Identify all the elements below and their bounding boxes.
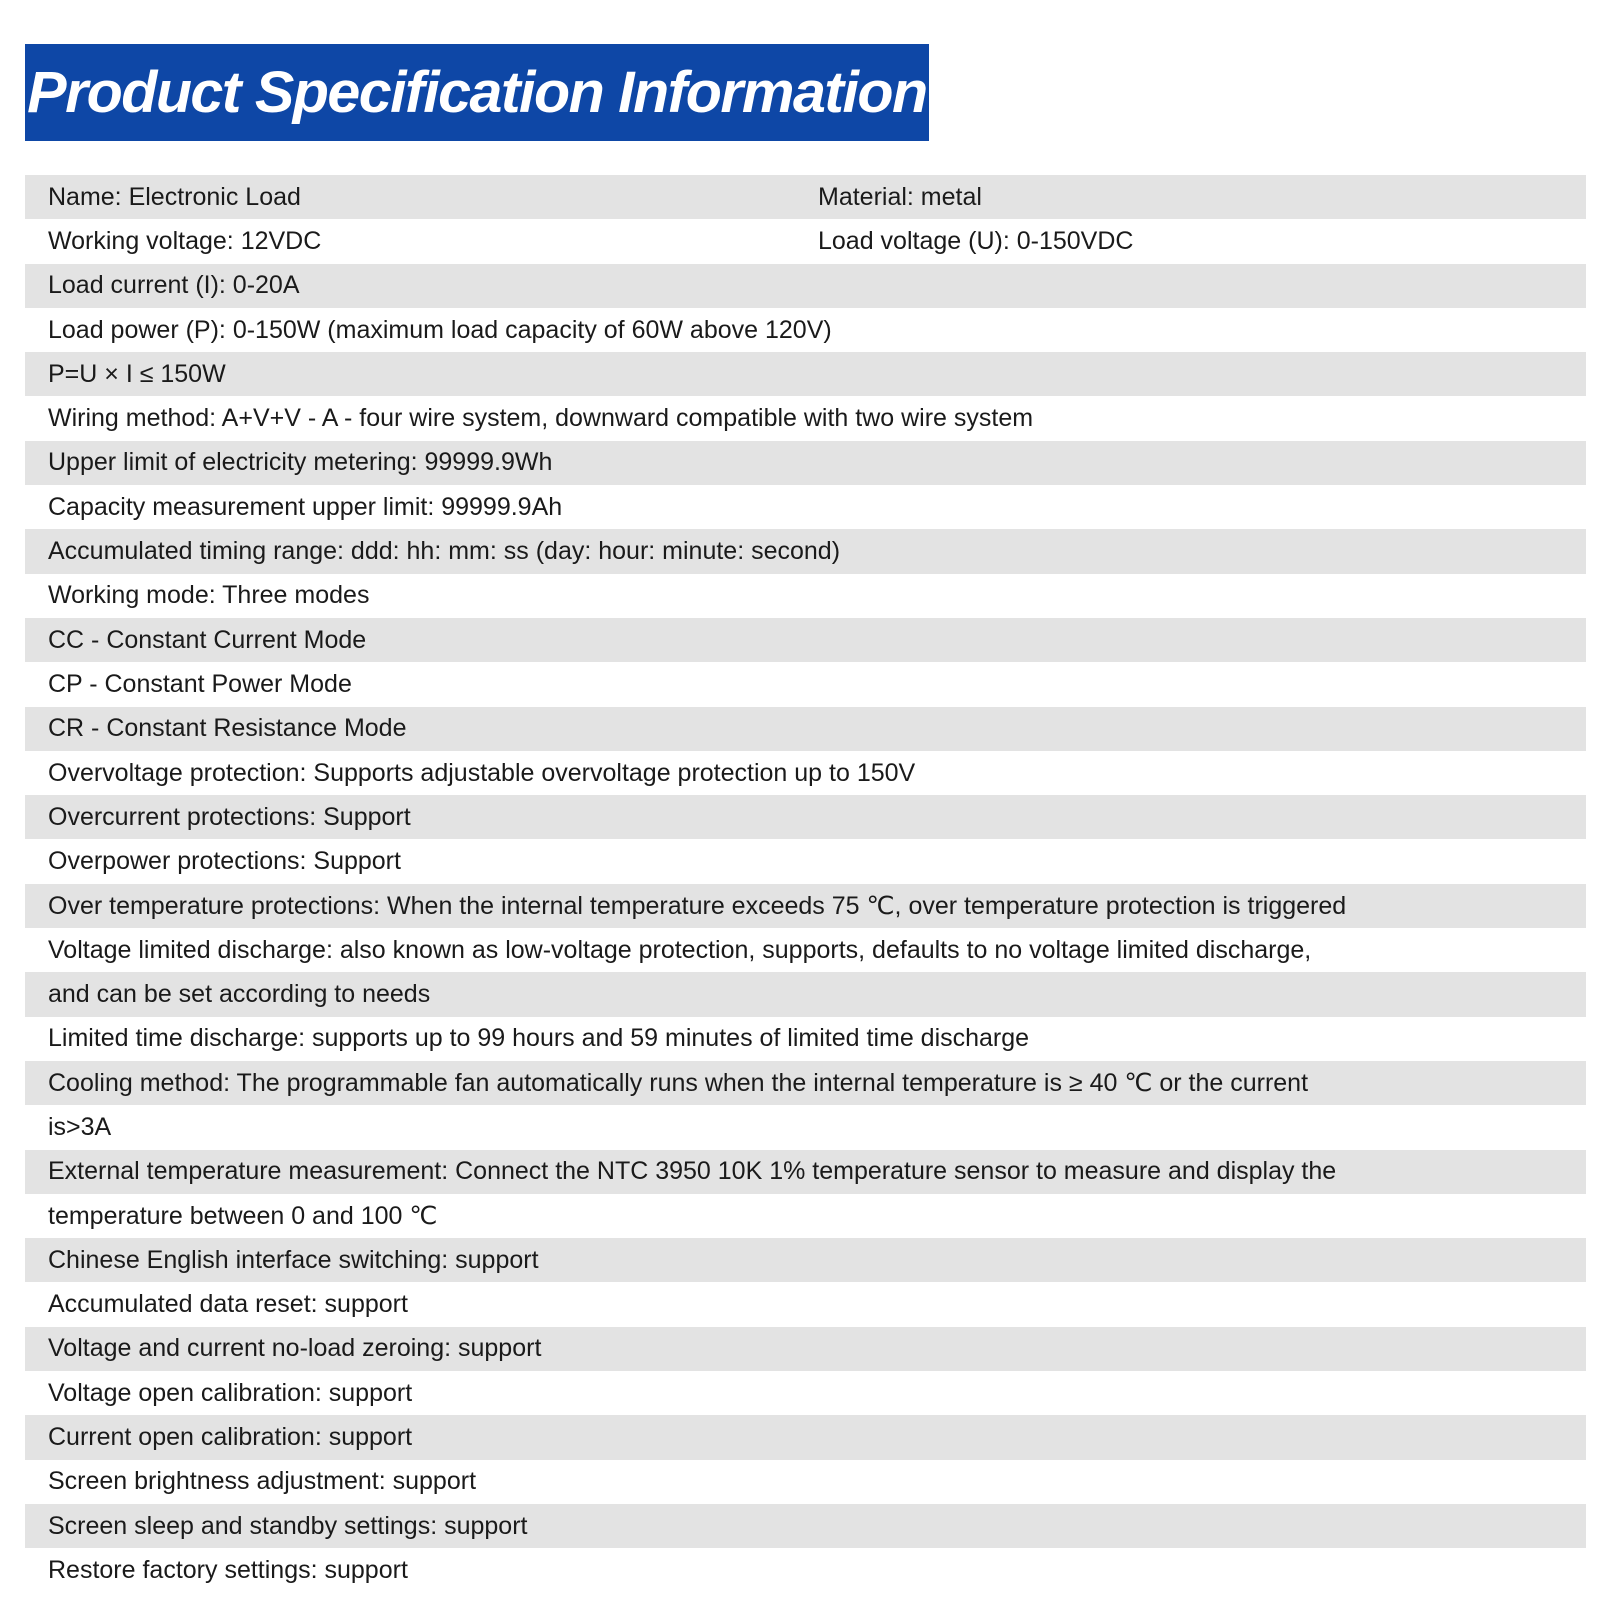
spec-factory-reset: Restore factory settings: support — [48, 1555, 408, 1584]
spec-over-temperature: Over temperature protections: When the internal temperature exceeds 75 ℃, over temperature protection is triggered — [48, 891, 1347, 920]
spec-mode-cc: CC - Constant Current Mode — [48, 625, 367, 654]
spec-row — [25, 707, 1586, 751]
spec-row — [25, 1017, 1586, 1061]
spec-row — [25, 618, 1586, 662]
spec-power-formula: P=U × I ≤ 150W — [48, 359, 226, 388]
spec-sleep-standby: Screen sleep and standby settings: support — [48, 1511, 528, 1540]
spec-row — [25, 1415, 1586, 1459]
spec-overvoltage: Overvoltage protection: Supports adjustable overvoltage protection up to 150V — [48, 758, 916, 787]
spec-row — [25, 264, 1586, 308]
spec-table — [25, 175, 1586, 1593]
spec-row — [25, 485, 1586, 529]
spec-electricity-metering: Upper limit of electricity metering: 99999.9Wh — [48, 448, 553, 477]
spec-row — [25, 175, 1586, 219]
spec-row — [25, 1194, 1586, 1238]
spec-row — [25, 1371, 1586, 1415]
spec-row — [25, 1282, 1586, 1326]
spec-external-temperature-cont: temperature between 0 and 100 ℃ — [48, 1201, 438, 1230]
spec-row — [25, 352, 1586, 396]
spec-limited-time-discharge: Limited time discharge: supports up to 99 hours and 59 minutes of limited time discharge — [48, 1024, 1030, 1053]
spec-row — [25, 1061, 1586, 1105]
spec-load-power: Load power (P): 0-150W (maximum load capacity of 60W above 120V) — [48, 315, 832, 344]
spec-row — [25, 529, 1586, 573]
spec-zeroing: Voltage and current no-load zeroing: support — [48, 1334, 542, 1363]
spec-external-temperature: External temperature measurement: Connect the NTC 3950 10K 1% temperature sensor to measure and display the — [48, 1157, 1337, 1186]
spec-row — [25, 308, 1586, 352]
spec-material: Material: metal — [818, 182, 982, 211]
spec-brightness: Screen brightness adjustment: support — [48, 1467, 477, 1496]
spec-row — [25, 972, 1586, 1016]
spec-load-voltage: Load voltage (U): 0-150VDC — [818, 226, 1134, 255]
spec-overpower: Overpower protections: Support — [48, 847, 401, 876]
spec-row — [25, 1150, 1586, 1194]
spec-cooling-method: Cooling method: The programmable fan automatically runs when the internal temperature is ≥ 40 ℃ or the current — [48, 1069, 1309, 1098]
spec-wiring-method: Wiring method: A+V+V - A - four wire system, downward compatible with two wire system — [48, 404, 1034, 433]
spec-language-switching: Chinese English interface switching: support — [48, 1245, 539, 1274]
spec-row — [25, 1238, 1586, 1282]
spec-row — [25, 441, 1586, 485]
spec-row — [25, 751, 1586, 795]
spec-capacity-limit: Capacity measurement upper limit: 99999.9Ah — [48, 492, 563, 521]
spec-row — [25, 396, 1586, 440]
spec-row — [25, 795, 1586, 839]
spec-voltage-limited-discharge-cont: and can be set according to needs — [48, 979, 431, 1008]
spec-voltage-calibration: Voltage open calibration: support — [48, 1378, 413, 1407]
spec-mode-cp: CP - Constant Power Mode — [48, 669, 352, 698]
spec-row — [25, 574, 1586, 618]
spec-row — [25, 1548, 1586, 1592]
spec-working-mode: Working mode: Three modes — [48, 581, 370, 610]
spec-row — [25, 1105, 1586, 1149]
spec-voltage-limited-discharge: Voltage limited discharge: also known as low-voltage protection, supports, defaults to no voltage limited discharge, — [48, 935, 1312, 964]
spec-row — [25, 1327, 1586, 1371]
spec-cooling-method-cont: is>3A — [48, 1112, 112, 1141]
spec-row — [25, 928, 1586, 972]
spec-row — [25, 1504, 1586, 1548]
title-banner — [25, 44, 929, 141]
spec-row — [25, 839, 1586, 883]
spec-row — [25, 219, 1586, 263]
spec-timing-range: Accumulated timing range: ddd: hh: mm: ss (day: hour: minute: second) — [48, 537, 841, 566]
spec-working-voltage: Working voltage: 12VDC — [48, 226, 322, 255]
spec-mode-cr: CR - Constant Resistance Mode — [48, 714, 407, 743]
spec-name: Name: Electronic Load — [48, 182, 301, 211]
spec-row — [25, 884, 1586, 928]
spec-load-current: Load current (I): 0-20A — [48, 271, 300, 300]
spec-data-reset: Accumulated data reset: support — [48, 1290, 408, 1319]
spec-overcurrent: Overcurrent protections: Support — [48, 802, 411, 831]
spec-row — [25, 662, 1586, 706]
page-title: Product Specification Information — [27, 60, 927, 125]
spec-row — [25, 1460, 1586, 1504]
spec-current-calibration: Current open calibration: support — [48, 1422, 413, 1451]
